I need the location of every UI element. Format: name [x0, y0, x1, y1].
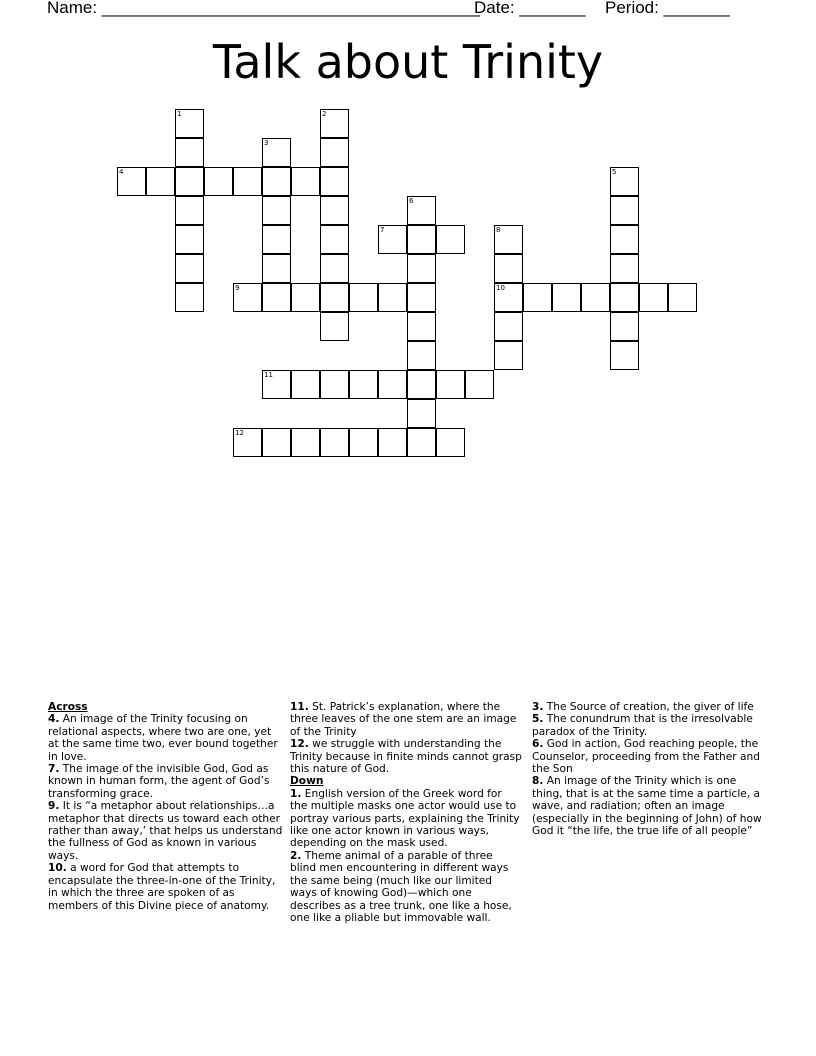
crossword-cell[interactable] [668, 283, 697, 312]
crossword-cell[interactable] [262, 167, 291, 196]
crossword-cell[interactable] [494, 341, 523, 370]
crossword-cell[interactable] [494, 254, 523, 283]
crossword-cell[interactable] [204, 167, 233, 196]
crossword-cell[interactable] [175, 167, 204, 196]
crossword-cell[interactable] [175, 196, 204, 225]
crossword-cell[interactable] [291, 428, 320, 457]
crossword-cell[interactable] [175, 225, 204, 254]
clues-column-1 [48, 701, 284, 912]
name-field-label: Name: ________________________________________ [47, 0, 480, 17]
down-heading: Down [290, 775, 324, 788]
crossword-cell[interactable] [320, 196, 349, 225]
down-clue: 1. English version of the Greek word for the multiple masks one actor would use to portray various parts, explaining the Trinity like one actor known in various ways, depending on the mask used. [290, 787, 520, 850]
crossword-cell[interactable] [407, 312, 436, 341]
crossword-cell[interactable] [407, 283, 436, 312]
crossword-cell[interactable] [349, 370, 378, 399]
crossword-cell[interactable] [349, 428, 378, 457]
crossword-cell[interactable] [610, 225, 639, 254]
crossword-cell[interactable] [175, 283, 204, 312]
crossword-cell[interactable] [349, 283, 378, 312]
crossword-cell[interactable] [407, 399, 436, 428]
across-clue: 12. we struggle with understanding the Trinity because in finite minds cannot grasp this nature of God. [290, 738, 522, 776]
crossword-cell[interactable] [262, 225, 291, 254]
crossword-cell[interactable] [436, 370, 465, 399]
crossword-cell[interactable] [610, 283, 639, 312]
across-clue: 9. It is “a metaphor about relationships…a metaphor that directs us toward each other rather than away,’ that helps us understand the fullness of God as known in various ways. [48, 800, 283, 862]
worksheet-header [47, 0, 767, 20]
crossword-cell[interactable] [378, 428, 407, 457]
crossword-cell[interactable] [494, 312, 523, 341]
down-clue: 5. The conundrum that is the irresolvable paradox of the Trinity. [532, 713, 753, 738]
clue-number: 4 [119, 168, 124, 176]
crossword-cell[interactable] [233, 428, 262, 457]
crossword-cell[interactable] [407, 341, 436, 370]
crossword-cell[interactable] [320, 254, 349, 283]
crossword-cell[interactable] [175, 254, 204, 283]
crossword-cell[interactable] [291, 370, 320, 399]
clue-number: 1 [177, 110, 182, 118]
clue-number: 5 [612, 168, 617, 176]
crossword-cell[interactable] [610, 196, 639, 225]
crossword-cell[interactable] [378, 370, 407, 399]
clue-number: 3 [264, 139, 269, 147]
crossword-cell[interactable] [639, 283, 668, 312]
page-title: Talk about Trinity [212, 35, 604, 89]
crossword-cell[interactable] [320, 370, 349, 399]
clue-number: 12 [235, 429, 244, 437]
date-field-label: Date: _______ [474, 0, 586, 17]
crossword-cell[interactable] [262, 254, 291, 283]
crossword-cell[interactable] [610, 312, 639, 341]
down-clue: 2. Theme animal of a parable of three blind men encountering in different ways the same being (much like our limited ways of knowing God)—which one describes as a tree trunk, one like a hose, one like a pliable but immovable wall. [290, 849, 512, 924]
crossword-cell[interactable] [262, 283, 291, 312]
crossword-cell[interactable] [523, 283, 552, 312]
crossword-cell[interactable] [581, 283, 610, 312]
clues-column-2 [290, 701, 522, 924]
crossword-cell[interactable] [378, 225, 407, 254]
crossword-cell[interactable] [175, 109, 204, 138]
crossword-cell[interactable] [262, 138, 291, 167]
clue-number: 8 [496, 226, 501, 234]
down-clue: 3. The Source of creation, the giver of life [532, 701, 754, 713]
crossword-cell[interactable] [320, 109, 349, 138]
crossword-cell[interactable] [407, 428, 436, 457]
crossword-cell[interactable] [407, 225, 436, 254]
crossword-cell[interactable] [407, 196, 436, 225]
crossword-cell[interactable] [320, 167, 349, 196]
across-clue: 11. St. Patrick’s explanation, where the three leaves of the one stem are an image of the Trinity [290, 701, 517, 738]
crossword-cell[interactable] [407, 370, 436, 399]
crossword-cell[interactable] [320, 312, 349, 341]
crossword-cell[interactable] [233, 283, 262, 312]
crossword-cell[interactable] [320, 428, 349, 457]
crossword-cell[interactable] [407, 254, 436, 283]
crossword-cell[interactable] [320, 283, 349, 312]
crossword-cell[interactable] [262, 370, 291, 399]
crossword-cell[interactable] [465, 370, 494, 399]
clue-number: 7 [380, 226, 385, 234]
crossword-cell[interactable] [552, 283, 581, 312]
crossword-cell[interactable] [610, 341, 639, 370]
crossword-cell[interactable] [117, 167, 146, 196]
crossword-cell[interactable] [436, 428, 465, 457]
crossword-cell[interactable] [320, 138, 349, 167]
crossword-cell[interactable] [436, 225, 465, 254]
clue-number: 11 [264, 371, 273, 379]
across-clue: 10. a word for God that attempts to encapsulate the three-in-one of the Trinity, in which the three are spoken of as members of this Divine piece of anatomy. [48, 862, 276, 912]
down-clue: 8. An image of the Trinity which is one thing, that is at the same time a particle, a wave, and radiation; often an image (especially in the beginning of John) of how God it “the life, the true life of all people” [532, 775, 762, 838]
crossword-cell[interactable] [291, 283, 320, 312]
crossword-cell[interactable] [146, 167, 175, 196]
crossword-cell[interactable] [494, 283, 523, 312]
crossword-cell[interactable] [320, 225, 349, 254]
crossword-cell[interactable] [378, 283, 407, 312]
clue-number: 2 [322, 110, 327, 118]
across-clue: 4. An image of the Trinity focusing on relational aspects, where two are one, yet at the same time two, ever bound together in love. [48, 713, 278, 763]
across-clue: 7. The image of the invisible God, God as known in human form, the agent of God’s transforming grace. [48, 763, 270, 800]
clue-number: 9 [235, 284, 240, 292]
crossword-cell[interactable] [494, 225, 523, 254]
crossword-cell[interactable] [610, 167, 639, 196]
across-heading: Across [48, 701, 88, 713]
clue-number: 6 [409, 197, 414, 205]
crossword-cell[interactable] [262, 428, 291, 457]
clue-number: 10 [496, 284, 505, 292]
crossword-cell[interactable] [262, 196, 291, 225]
down-clue: 6. God in action, God reaching people, the Counselor, proceeding from the Father and the Son [532, 738, 760, 776]
crossword-cell[interactable] [175, 138, 204, 167]
clues-column-3 [532, 701, 770, 837]
crossword-cell[interactable] [233, 167, 262, 196]
crossword-cell[interactable] [291, 167, 320, 196]
crossword-cell[interactable] [610, 254, 639, 283]
period-field-label: Period: _______ [605, 0, 730, 17]
